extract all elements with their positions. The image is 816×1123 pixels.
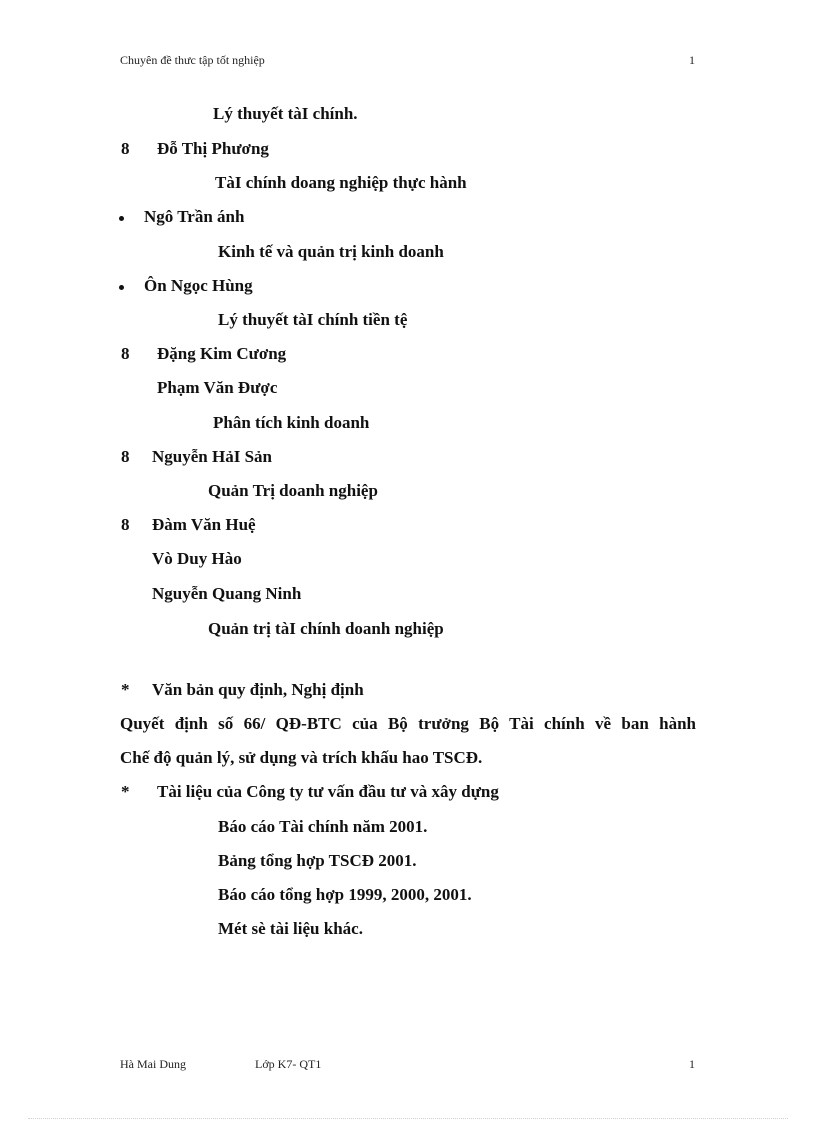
footer-class: Lớp K7- QT1 [255, 1057, 322, 1071]
reference-topic: TàI chính doang nghiệp thực hành [215, 173, 467, 192]
reference-topic: Phân tích kinh doanh [213, 413, 370, 432]
reference-author: Nguyễn HảI Sản [152, 447, 272, 466]
bullet-icon [119, 216, 124, 221]
reference-topic: Quản Trị doanh nghiệp [208, 481, 378, 500]
paragraph-line: Chế độ quản lý, sử dụng và trích khấu hao TSCĐ. [120, 748, 483, 767]
document-item: Báo cáo tổng hợp 1999, 2000, 2001. [218, 885, 472, 904]
reference-author: Phạm Văn Được [157, 378, 278, 397]
paragraph-line: Quyết định số 66/ QĐ-BTC của Bộ trưởng Bộ Tài chính về ban hành [120, 714, 696, 733]
section-heading: Văn bản quy định, Nghị định [152, 680, 364, 699]
bullet-icon [119, 285, 124, 290]
document-item: Mét sè tài liệu khác. [218, 919, 363, 938]
reference-topic: Quản trị tàI chính doanh nghiệp [208, 619, 444, 638]
reference-author: Đàm Văn Huệ [152, 515, 256, 534]
reference-topic: Kinh tế và quản trị kinh doanh [218, 242, 444, 261]
reference-author: Ngô Trần ánh [144, 207, 245, 226]
reference-author: Nguyễn Quang Ninh [152, 584, 302, 603]
section-heading: Tài liệu của Công ty tư vấn đầu tư và xây dựng [157, 782, 499, 801]
list-marker: 8 [121, 447, 130, 466]
footer-page-number: 1 [689, 1057, 695, 1071]
list-marker: 8 [121, 344, 130, 363]
reference-topic: Lý thuyết tàI chính. [213, 104, 358, 123]
reference-author: Đặng Kim Cương [157, 344, 287, 363]
header-page-number: 1 [689, 53, 695, 67]
section-marker: * [121, 782, 130, 801]
reference-author: Vò Duy Hào [152, 549, 242, 568]
document-item: Bảng tổng hợp TSCĐ 2001. [218, 851, 417, 870]
reference-topic: Lý thuyết tàI chính tiền tệ [218, 310, 408, 329]
section-marker: * [121, 680, 130, 699]
header-title: Chuyên đề thưc tập tốt nghiệp [120, 53, 265, 67]
list-marker: 8 [121, 139, 130, 158]
footer-author: Hà Mai Dung [120, 1057, 186, 1071]
page-bottom-rule [28, 1118, 788, 1119]
list-marker: 8 [121, 515, 130, 534]
reference-author: Ôn Ngọc Hùng [144, 276, 253, 295]
document-item: Báo cáo Tài chính năm 2001. [218, 817, 428, 836]
reference-author: Đỗ Thị Phương [157, 139, 269, 158]
